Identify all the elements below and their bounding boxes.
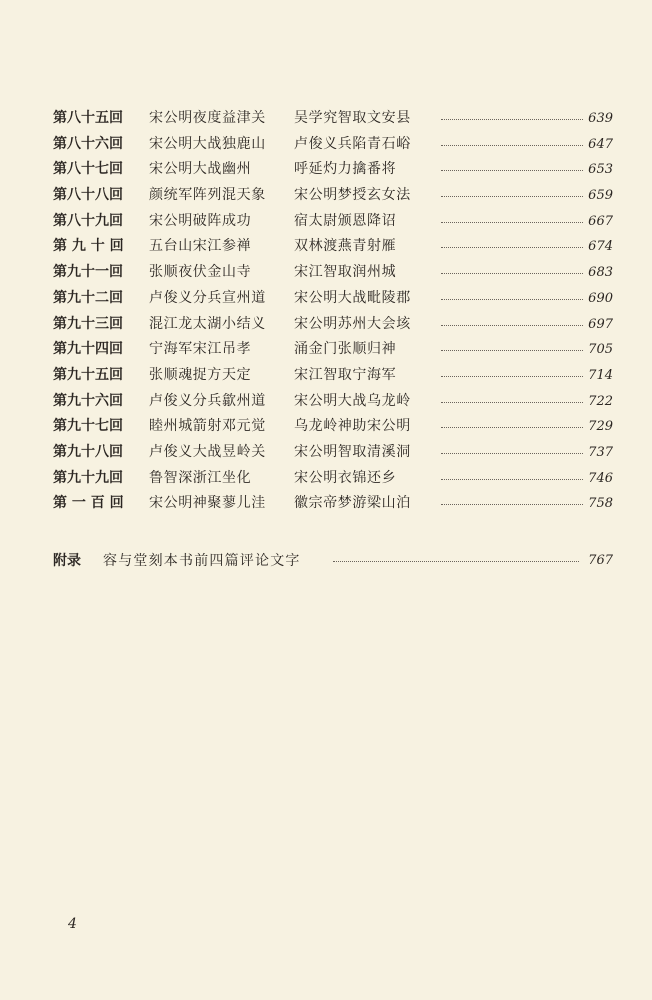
chapter-title-first-line: 五台山宋江参禅 xyxy=(149,238,252,255)
chapter-title-second-line: 宋江智取宁海军 xyxy=(294,366,397,383)
toc-entry xyxy=(53,132,613,158)
chapter-number: 第九十三回 xyxy=(53,315,123,332)
page-number: 722 xyxy=(588,393,613,409)
appendix-entry xyxy=(53,548,613,574)
leader-dots xyxy=(441,427,583,428)
chapter-title-second-line: 宋公明梦授玄女法 xyxy=(294,187,411,204)
chapter-title-first-line: 颜统军阵列混天象 xyxy=(149,187,266,204)
toc-entry xyxy=(53,234,613,260)
chapter-title-second-line: 吴学究智取文安县 xyxy=(294,110,411,126)
toc-entry xyxy=(53,260,613,286)
chapter-number: 第九十二回 xyxy=(53,289,123,306)
toc-entry xyxy=(53,414,613,440)
chapter-number: 第九十六回 xyxy=(53,392,123,409)
leader-dots xyxy=(441,453,583,454)
chapter-title-second-line: 宋江智取润州城 xyxy=(294,264,397,281)
toc-entry xyxy=(53,209,613,235)
page-number: 674 xyxy=(588,239,613,255)
leader-dots xyxy=(441,247,583,248)
leader-dots xyxy=(441,170,583,171)
appendix-label: 附录 xyxy=(53,553,81,569)
chapter-title-second-line: 宋公明智取清溪洞 xyxy=(294,443,411,460)
chapter-title-second-line: 宋公明衣锦还乡 xyxy=(294,469,397,486)
page-number: 697 xyxy=(588,316,613,332)
leader-dots xyxy=(441,145,583,146)
page-number: 690 xyxy=(588,290,613,306)
toc-entry xyxy=(53,183,613,209)
toc-entry xyxy=(53,312,613,338)
chapter-number: 第八十七回 xyxy=(53,161,123,178)
chapter-number: 第九十五回 xyxy=(53,366,123,383)
chapter-title-first-line: 宁海军宋江吊孝 xyxy=(149,341,252,358)
leader-dots xyxy=(441,273,583,274)
page-number: 667 xyxy=(588,213,613,229)
toc-entry xyxy=(53,363,613,389)
appendix-title: 容与堂刻本书前四篇评论文字 xyxy=(103,553,301,569)
chapter-number: 第九十四回 xyxy=(53,341,123,358)
leader-dots xyxy=(441,325,583,326)
leader-dots xyxy=(441,119,583,120)
leader-dots xyxy=(441,402,583,403)
chapter-title-first-line: 鲁智深浙江坐化 xyxy=(149,469,252,486)
chapter-title-first-line: 睦州城箭射邓元觉 xyxy=(149,418,266,435)
chapter-title-second-line: 卢俊义兵陷青石峪 xyxy=(294,135,411,152)
chapter-title-first-line: 宋公明大战独鹿山 xyxy=(149,135,266,152)
toc-entry xyxy=(53,491,613,517)
chapter-title-first-line: 张顺夜伏金山寺 xyxy=(149,264,252,281)
chapter-title-second-line: 宿太尉颁恩降诏 xyxy=(294,212,397,229)
leader-dots xyxy=(441,350,583,351)
page-number: 746 xyxy=(588,470,613,486)
chapter-number: 第 一 百 回 xyxy=(53,495,124,512)
chapter-title-second-line: 宋公明大战乌龙岭 xyxy=(294,392,411,409)
page-number: 714 xyxy=(588,367,613,383)
chapter-title-first-line: 宋公明夜度益津关 xyxy=(149,110,266,126)
page-number: 705 xyxy=(588,342,613,358)
chapter-title-first-line: 混江龙太湖小结义 xyxy=(149,315,266,332)
chapter-title-second-line: 双林渡燕青射雁 xyxy=(294,238,397,255)
leader-dots xyxy=(441,376,583,377)
chapter-title-first-line: 卢俊义分兵宣州道 xyxy=(149,289,266,306)
toc-entry xyxy=(53,286,613,312)
page-number: 729 xyxy=(588,419,613,435)
page-number: 737 xyxy=(588,444,613,460)
page-folio: 4 xyxy=(68,916,77,932)
chapter-title-second-line: 宋公明大战毗陵郡 xyxy=(294,289,411,306)
table-of-contents xyxy=(53,106,613,517)
leader-dots xyxy=(333,561,579,562)
chapter-number: 第八十五回 xyxy=(53,110,123,126)
chapter-number: 第九十一回 xyxy=(53,264,123,281)
chapter-number: 第九十八回 xyxy=(53,443,123,460)
page-number: 683 xyxy=(588,265,613,281)
toc-entry xyxy=(53,337,613,363)
page-number: 659 xyxy=(588,188,613,204)
toc-entry xyxy=(53,389,613,415)
appendix-page-number: 767 xyxy=(588,553,613,568)
chapter-number: 第九十七回 xyxy=(53,418,123,435)
toc-entry xyxy=(53,466,613,492)
chapter-title-second-line: 乌龙岭神助宋公明 xyxy=(294,418,411,435)
chapter-title-first-line: 宋公明大战幽州 xyxy=(149,161,252,178)
chapter-title-first-line: 张顺魂捉方天定 xyxy=(149,366,252,383)
page-number: 639 xyxy=(588,111,613,126)
chapter-number: 第 九 十 回 xyxy=(53,238,124,255)
chapter-number: 第八十八回 xyxy=(53,187,123,204)
page-number: 647 xyxy=(588,136,613,152)
chapter-title-first-line: 宋公明破阵成功 xyxy=(149,212,252,229)
leader-dots xyxy=(441,299,583,300)
leader-dots xyxy=(441,196,583,197)
chapter-number: 第九十九回 xyxy=(53,469,123,486)
leader-dots xyxy=(441,479,583,480)
chapter-title-second-line: 呼延灼力擒番将 xyxy=(294,161,397,178)
toc-entry xyxy=(53,440,613,466)
chapter-title-second-line: 涌金门张顺归神 xyxy=(294,341,397,358)
chapter-title-first-line: 卢俊义分兵歙州道 xyxy=(149,392,266,409)
chapter-title-first-line: 宋公明神聚蓼儿洼 xyxy=(149,495,266,512)
page-number: 758 xyxy=(588,496,613,512)
page-number: 653 xyxy=(588,162,613,178)
chapter-title-second-line: 徽宗帝梦游梁山泊 xyxy=(294,495,411,512)
chapter-number: 第八十六回 xyxy=(53,135,123,152)
leader-dots xyxy=(441,222,583,223)
chapter-title-second-line: 宋公明苏州大会垓 xyxy=(294,315,411,332)
leader-dots xyxy=(441,504,583,505)
toc-entry xyxy=(53,157,613,183)
chapter-title-first-line: 卢俊义大战昱岭关 xyxy=(149,443,266,460)
toc-entry xyxy=(53,106,613,132)
chapter-number: 第八十九回 xyxy=(53,212,123,229)
